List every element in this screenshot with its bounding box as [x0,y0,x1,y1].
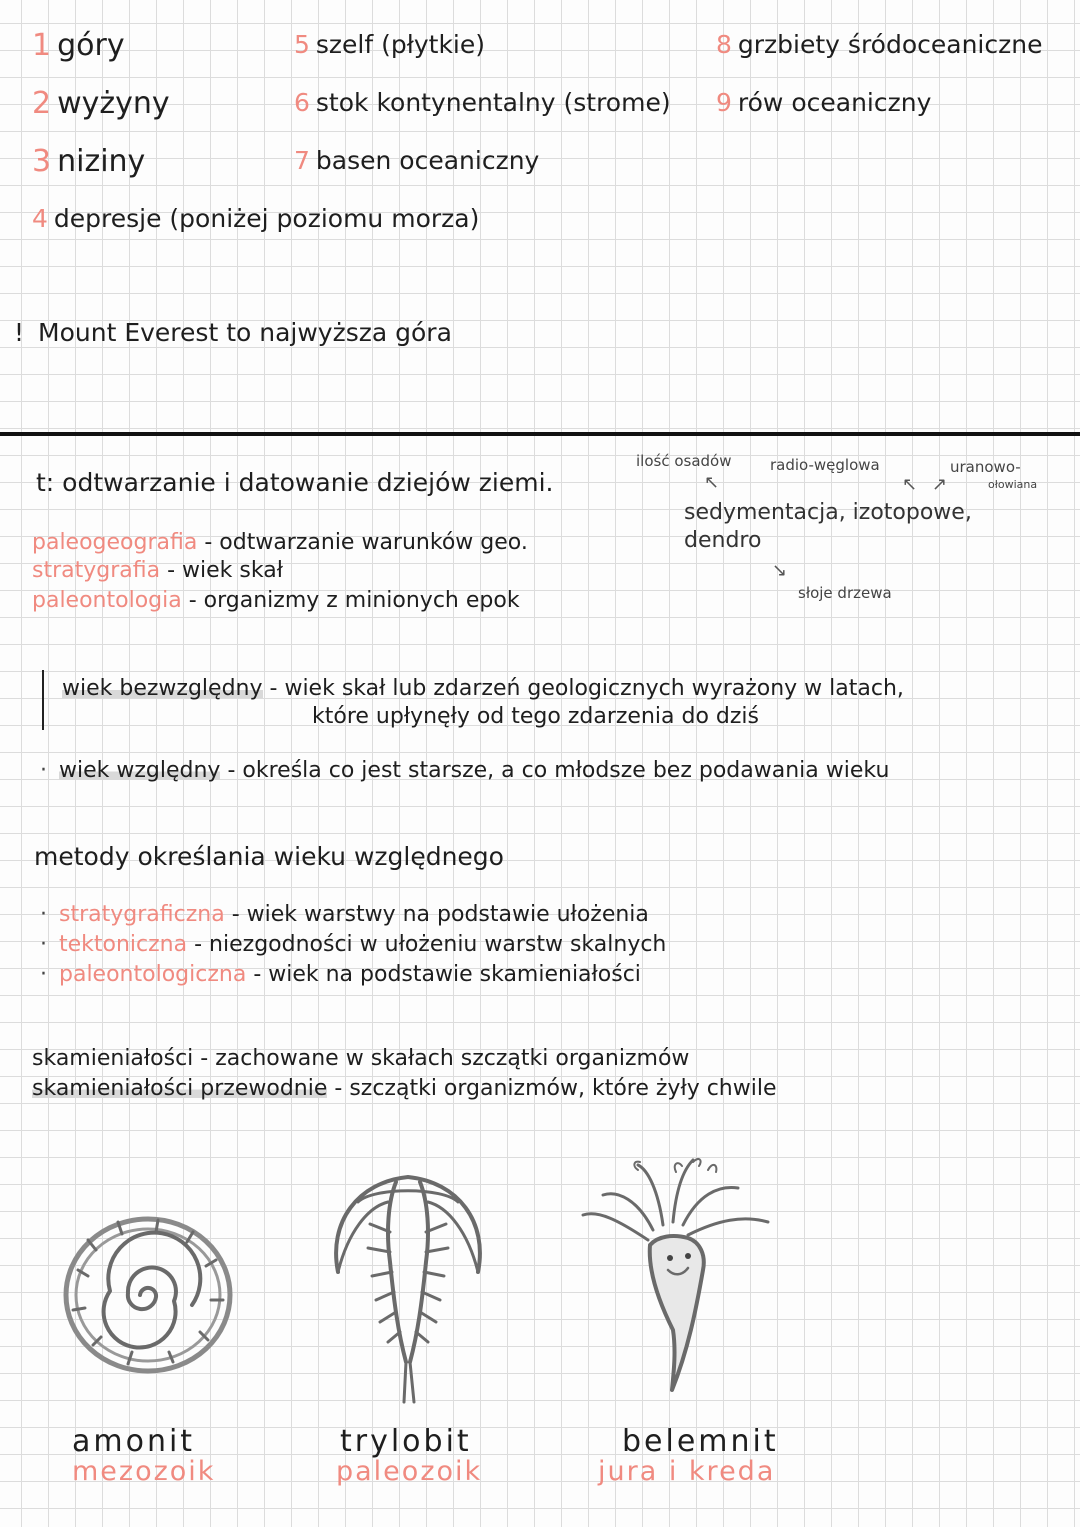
fossil-name-belemnite: belemnit [622,1424,779,1459]
arrow-down-icon: ↘ [772,560,788,581]
science-paleontology: paleontologia - organizmy z minionych epok [32,588,520,613]
fossil-era-trilobite: paleozoik [336,1456,483,1487]
landform-1: 1 góry [32,28,125,63]
fossil-era-ammonite: mezozoik [72,1456,216,1487]
landform-5: 5 szelf (płytkie) [294,30,486,59]
annotation-radiocarbon: radio-węglowa [770,456,880,474]
landform-3: 3 niziny [32,144,146,179]
fossils-def: skamieniałości - zachowane w skałach szczątki organizmów [32,1046,690,1071]
annotation-sediment: ilość osadów [636,452,732,470]
landform-4: 4 depresje (poniżej poziomu morza) [32,204,480,233]
method-paleontological: · paleontologiczna - wiek na podstawie skamieniałości [40,962,641,987]
science-paleogeography: paleogeografia - odtwarzanie warunków geo. [32,530,528,555]
topic-title: t: odtwarzanie i datowanie dziejów ziemi. [36,468,554,497]
fossil-name-ammonite: amonit [72,1424,196,1459]
landform-9: 9 rów oceaniczny [716,88,932,117]
margin-bar [42,670,44,730]
relative-age-def: · wiek względny - określa co jest starsze, a co młodsze bez podawania wieku [40,758,889,783]
science-stratigraphy: stratygrafia - wiek skał [32,558,283,583]
ammonite-icon [58,1210,238,1380]
fossil-name-trilobite: trylobit [340,1424,472,1459]
landform-7: 7 basen oceaniczny [294,146,540,175]
everest-note: ! Mount Everest to najwyższa góra [14,318,452,347]
method-tectonic: · tektoniczna - niezgodności w ułożeniu warstw skalnych [40,932,666,957]
landform-6: 6 stok kontynentalny (strome) [294,88,671,117]
landform-2: 2 wyżyny [32,86,170,121]
arrow-up-icon: ↗ [932,474,948,495]
methods-heading: metody określania wieku względnego [34,842,504,871]
annotation-lead: ołowiana [988,478,1038,491]
absolute-age-def-cont: które upłynęły od tego zdarzenia do dziś [312,704,759,729]
arrow-up-icon: ↖ [704,472,720,493]
annotation-line1: sedymentacja, izotopowe, [684,500,972,525]
index-fossils-def: skamieniałości przewodnie - szczątki organizmów, które żyły chwile [32,1076,777,1101]
annotation-line2: dendro [684,528,762,553]
belemnite-icon [578,1150,778,1400]
absolute-age-def: wiek bezwzględny - wiek skał lub zdarzeń geologicznych wyrażony w latach, [62,676,904,701]
annotation-tree-rings: słoje drzewa [798,584,892,602]
trilobite-icon [318,1162,498,1422]
section-divider [0,432,1080,436]
arrow-up-icon: ↖ [902,474,918,495]
landform-8: 8 grzbiety śródoceaniczne [716,30,1043,59]
method-stratigraphic: · stratygraficzna - wiek warstwy na podstawie ułożenia [40,902,649,927]
fossil-era-belemnite: jura i kreda [598,1456,776,1487]
annotation-uranium: uranowo- [950,458,1021,476]
